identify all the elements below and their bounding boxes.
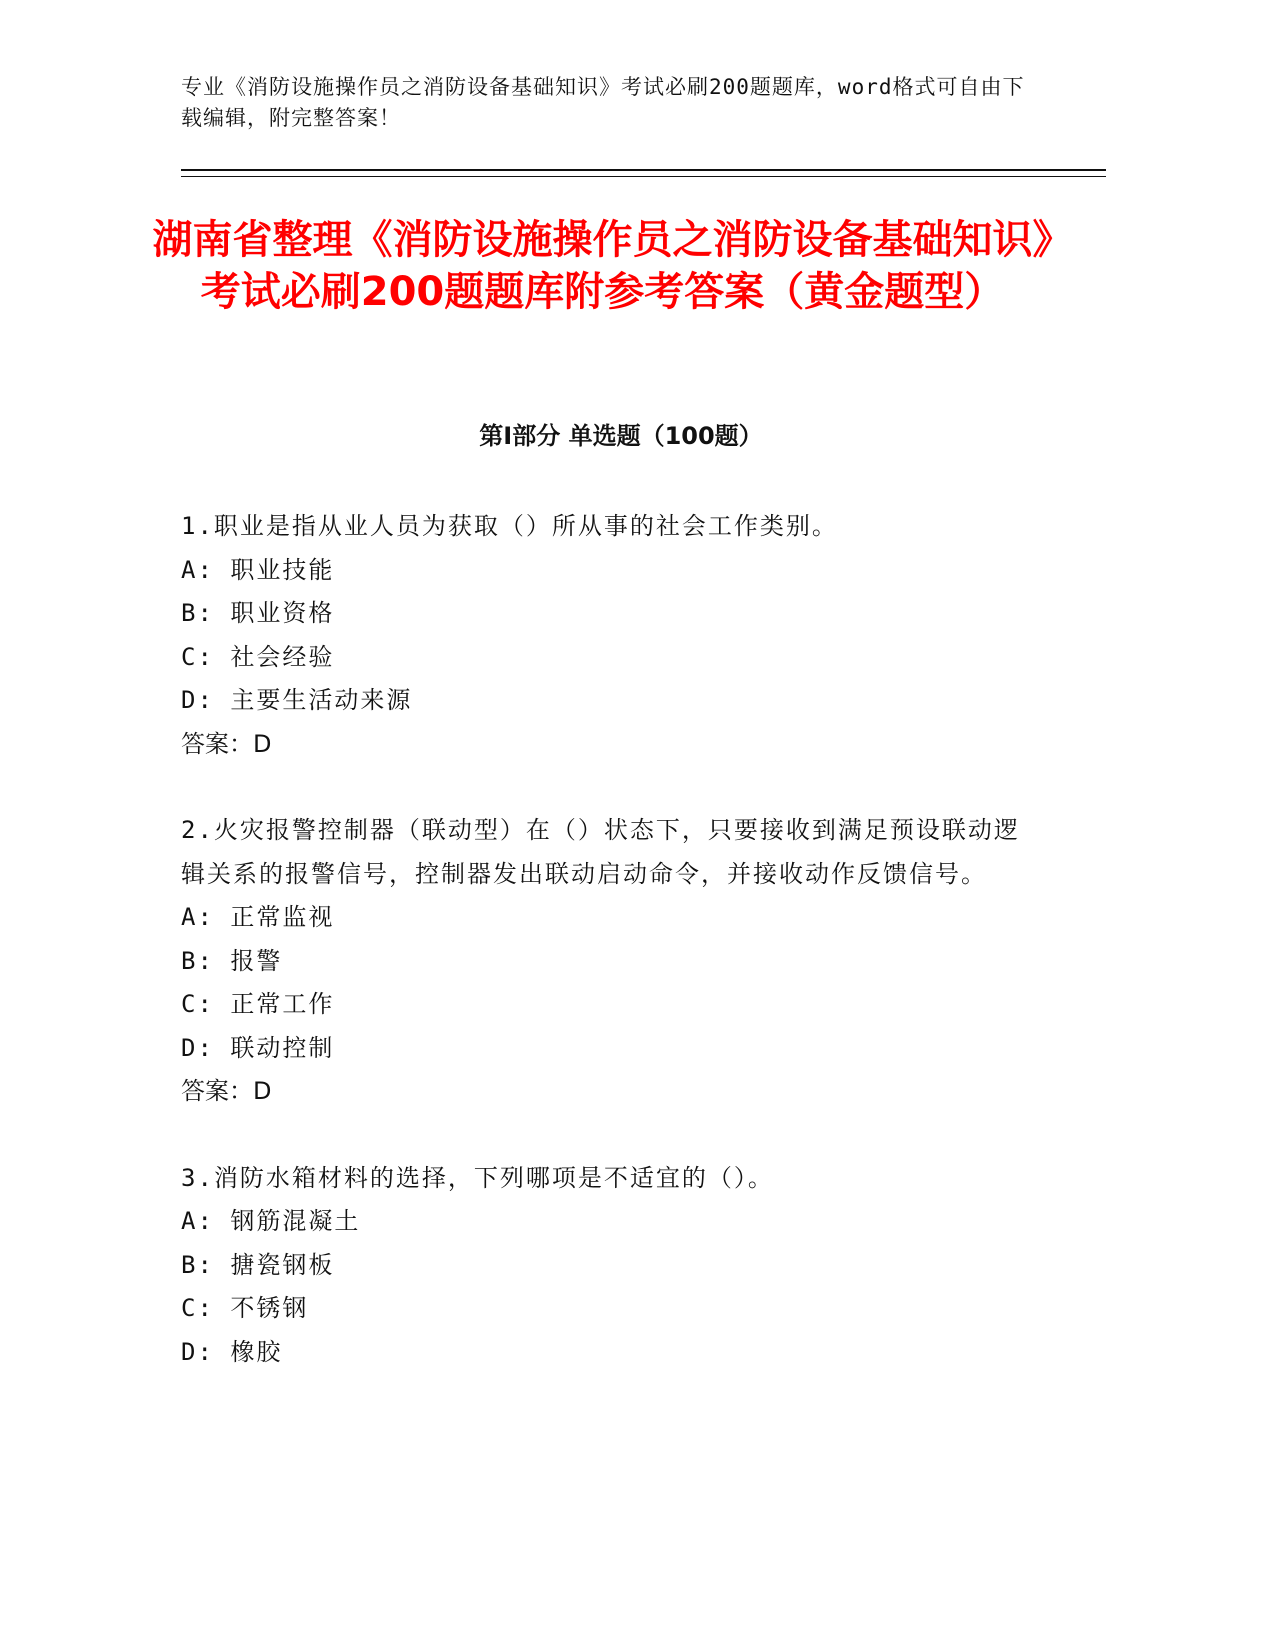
question-stem: 3.消防水箱材料的选择，下列哪项是不适宜的（）。 xyxy=(181,1163,774,1192)
question-3 xyxy=(181,1157,1031,1375)
option-a: A: 钢筋混凝土 xyxy=(181,1207,361,1235)
question-stem: 2.火灾报警控制器（联动型）在（）状态下，只要接收到满足预设联动逻辑关系的报警信号，控制器发出联动启动命令，并接收动作反馈信号。 xyxy=(181,816,1020,888)
option-d: D: 主要生活动来源 xyxy=(181,686,413,714)
option-b: B: 报警 xyxy=(181,946,283,975)
option-a: A: 正常监视 xyxy=(181,903,335,931)
option-b: B: 职业资格 xyxy=(181,599,335,627)
question-1 xyxy=(181,505,1031,766)
option-c: C: 不锈钢 xyxy=(181,1294,309,1322)
header-rule-thick xyxy=(181,169,1106,171)
header-rule-thin xyxy=(181,176,1106,177)
option-b: B: 搪瓷钢板 xyxy=(181,1250,335,1279)
document-title: 湖南省整理《消防设施操作员之消防设备基础知识》考试必刷200题题库附参考答案（黄金题型） xyxy=(152,217,1053,315)
question-stem: 1.职业是指从业人员为获取（）所从事的社会工作类别。 xyxy=(181,512,838,540)
option-d: D: 橡胶 xyxy=(181,1337,283,1366)
question-list xyxy=(181,505,1031,1417)
option-a: A: 职业技能 xyxy=(181,555,335,584)
answer: 答案：D xyxy=(181,1077,272,1105)
section-heading: 第Ⅰ部分 单选题（100题） xyxy=(479,422,763,450)
option-c: C: 正常工作 xyxy=(181,990,335,1018)
document-intro: 专业《消防设施操作员之消防设备基础知识》考试必刷200题题库，word格式可自由下载编辑，附完整答案！ xyxy=(181,75,1025,130)
answer: 答案：D xyxy=(181,729,272,758)
option-c: C: 社会经验 xyxy=(181,642,335,671)
option-d: D: 联动控制 xyxy=(181,1033,335,1062)
question-2 xyxy=(181,809,1031,1114)
